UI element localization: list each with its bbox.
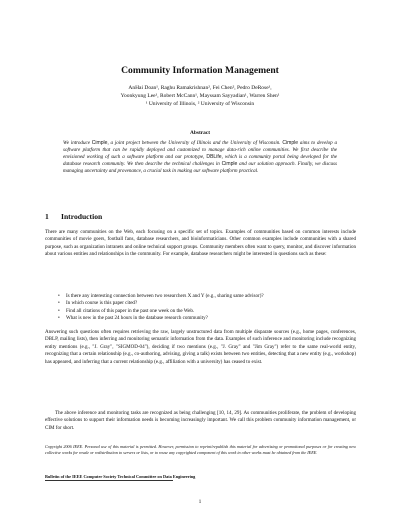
abstract-heading: Abstract (189, 130, 211, 136)
bullet-icon: • (58, 307, 60, 314)
section-title: Introduction (61, 212, 103, 221)
list-item (58, 300, 356, 307)
bullet-icon: • (58, 315, 60, 322)
abstract-segment: aims to develop a software platform that can be rapidly deployed and customized to manage data-rich online communities. We first describe the envisioned working of such a software platform and our prototype, (63, 140, 337, 160)
abstract-segment: We introduce (63, 140, 92, 146)
author-block (0, 84, 400, 108)
list-item-text: In which course is this paper cited? (66, 300, 138, 307)
bullet-icon: • (58, 300, 60, 307)
list-item-text: Find all citations of this paper in the past one week on the Web. (66, 307, 195, 314)
abstract-text (63, 140, 337, 175)
section-number: 1 (45, 212, 49, 221)
list-item-text: Is there any interesting connection between two researchers X and Y (e.g., sharing same advisor)? (66, 293, 264, 299)
project-name: Cimple (221, 161, 238, 167)
list-item (58, 308, 356, 315)
list-item (58, 293, 356, 300)
intro-paragraph-3: The above inference and monitoring tasks are recognized as being challenging [10, 14, 29]. As communities proliferate, the problem of developing effective solutions to support their information needs is becoming increasingly important. We call this problem community information management, or CIM for short. (45, 410, 356, 431)
question-list (58, 293, 356, 323)
paper-title: Community Information Management (121, 65, 279, 76)
page-number: 1 (198, 499, 202, 505)
intro-paragraph-1: There are many communities on the Web, each focusing on a specific set of topics. Examples of communities based on common interests include communities of movie goers, football fans, database researchers, and bioinformaticians. Other common examples include communities with a shared purpose, such as organization intranets and online technical support groups. Community members often want to query, monitor, and discover information about various entities and relationships in the community. For example, database researchers might be interested in questions such as these: (45, 229, 356, 258)
footnote-rule (45, 480, 173, 481)
list-item (58, 315, 356, 322)
prototype-name: DBLife (206, 154, 222, 160)
abstract-segment: , which is a community portal being developed for the database research community. We then describe the technical challenges in (63, 154, 337, 167)
affiliations: ¹ University of Illinois, ² University of Wisconsin (145, 101, 255, 108)
abstract-segment: and our solution approach. Finally, we discuss managing uncertainty and provenance, a crucial task in making our software platform practical. (63, 161, 337, 174)
author-line-2: Yoonkyung Lee¹, Robert McCann¹, Mayssam Sayyadian¹, Warren Shen¹ (120, 93, 280, 100)
author-line-1: AnHai Doan¹, Raghu Ramakrishnan², Fei Chen², Pedro DeRose¹, (128, 85, 272, 91)
project-name: Cimple (282, 140, 299, 146)
section-heading (45, 212, 102, 221)
list-item-text: What is new in the past 24 hours in the database research community? (66, 315, 208, 322)
bulletin-line: Bulletin of the IEEE Computer Society Technical Committee on Data Engineering (45, 474, 196, 479)
project-name: Cimple (91, 140, 108, 146)
abstract-segment: , a joint project between the University of Illinois and the University of Wisconsin. (107, 140, 283, 146)
bullet-icon: • (58, 293, 60, 299)
intro-paragraph-2: Answering such questions often requires retrieving the raw, largely unstructured data from multiple disparate sources (e.g., home pages, conferences, DBLP, mailing lists), then inferring and monitoring semantic information from the data. Examples of such inference and monitoring include recognizing entity mentions (e.g., "J. Gray", "SIGMOD-04"), deciding if two mentions (e.g., "J. Gray" and "Jim Gray") refer to the same real-world entity, recognizing that a certain relationship (e.g., co-authoring, advising, giving a talk) exists between two entities, detecting that a new entity (e.g., workshop) has appeared, and inferring that a current relationship (e.g., affiliation with a university) has ceased to exist. (45, 329, 356, 365)
copyright-footnote: Copyright 2006 IEEE. Personal use of this material is permitted. However, permission to reprint/republish this material for advertising or promotional purposes or for creating new collective works for resale or redistribution to servers or lists, or to reuse any copyrighted component of this work in other works must be obtained from the IEEE. (45, 444, 356, 455)
